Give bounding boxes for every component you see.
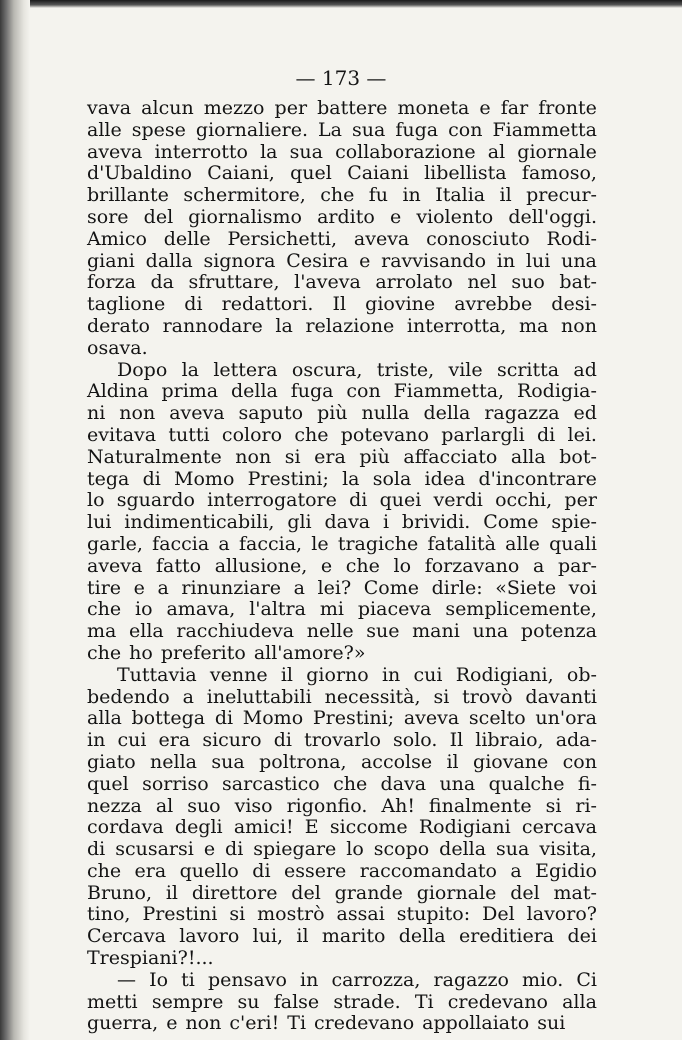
text-line: Aldina prima della fuga con Fiammetta, Rodigia- xyxy=(87,380,597,403)
text-line: aveva interrotto la sua collaborazione al giornale xyxy=(87,140,597,163)
page-number: — 173 — xyxy=(295,66,387,90)
text-line: metti sempre su false strade. Ti credevano alla xyxy=(87,990,597,1013)
paragraph xyxy=(87,665,597,970)
text-line: evitava tutti coloro che potevano parlargli di lei. xyxy=(87,423,597,446)
text-line: osava. xyxy=(87,336,148,359)
text-line: cordava degli amici! E siccome Rodigiani cercava xyxy=(87,816,597,839)
text-line: Cercava lavoro lui, il marito della ereditiera dei xyxy=(87,925,597,948)
text-line: taglione di redattori. Il giovine avrebbe desi- xyxy=(87,293,597,316)
text-line: garle, faccia a faccia, le tragiche fatalità alle quali xyxy=(87,532,597,555)
text-line: Tuttavia venne il giorno in cui Rodigiani, ob- xyxy=(117,663,597,686)
text-line: lo sguardo interrogatore di quei verdi occhi, per xyxy=(87,489,597,512)
paragraph xyxy=(87,970,597,1035)
text-line: tega di Momo Prestini; la sola idea d'incontrare xyxy=(87,467,597,490)
text-line: tire e a rinunziare a lei? Come dirle: «Siete voi xyxy=(87,576,597,599)
text-line: guerra, e non c'eri! Ti credevano appollaiato sui xyxy=(87,1012,566,1035)
text-line: quel sorriso sarcastico che dava una qualche fi- xyxy=(87,772,597,795)
text-line: in cui era sicuro di trovarlo solo. Il libraio, ada- xyxy=(87,729,597,752)
text-line: giato nella sua poltrona, accolse il giovane con xyxy=(87,750,597,773)
text-line: nezza al suo viso rigonfio. Ah! finalmente si ri- xyxy=(87,794,597,817)
scan-top-edge xyxy=(0,0,682,8)
text-line: sore del giornalismo ardito e violento dell'oggi. xyxy=(87,205,597,228)
text-line: Amico delle Persichetti, aveva conosciuto Rodi- xyxy=(87,227,597,250)
text-line: giani dalla signora Cesira e ravvisando in lui una xyxy=(87,249,597,272)
body-text xyxy=(87,98,597,1035)
text-line: alla bottega di Momo Prestini; aveva scelto un'ora xyxy=(87,707,597,730)
text-line: Naturalmente non si era più affacciato alla bot- xyxy=(87,445,597,468)
text-line: che era quello di essere raccomandato a Egidio xyxy=(87,859,597,882)
paragraph xyxy=(87,360,597,665)
paragraph xyxy=(87,98,597,360)
text-line: ni non aveva saputo più nulla della ragazza ed xyxy=(87,402,597,425)
text-line: — Io ti pensavo in carrozza, ragazzo mio. Ci xyxy=(117,968,597,991)
text-line: Bruno, il direttore del grande giornale del mat- xyxy=(87,881,597,904)
text-line: aveva fatto allusione, e che lo forzavano a par- xyxy=(87,554,597,577)
text-line: tino, Prestini si mostrò assai stupito: Del lavoro? xyxy=(87,903,597,926)
text-line: alle spese giornaliere. La sua fuga con Fiammetta xyxy=(87,118,597,141)
text-line: d'Ubaldino Caiani, quel Caiani libellista famoso, xyxy=(87,162,597,185)
text-line: Trespiani?!... xyxy=(87,947,214,970)
text-line: vava alcun mezzo per battere moneta e far fronte xyxy=(87,97,597,119)
text-line: che io amava, l'altra mi piaceva semplicemente, xyxy=(87,598,597,621)
text-line: ma ella racchiudeva nelle sue mani una potenza xyxy=(87,620,597,643)
text-line: brillante schermitore, che fu in Italia il precur- xyxy=(87,184,597,207)
text-line: forza da sfruttare, l'aveva arrolato nel suo bat- xyxy=(87,271,597,294)
text-line: Dopo la lettera oscura, triste, vile scritta ad xyxy=(117,358,597,381)
book-spine-shadow xyxy=(0,0,30,1040)
text-line: bedendo a ineluttabili necessità, si trovò davanti xyxy=(87,685,597,708)
text-line: lui indimenticabili, gli dava i brividi. Come spie- xyxy=(87,511,597,534)
text-line: derato rannodare la relazione interrotta, ma non xyxy=(87,314,597,337)
text-line: che ho preferito all'amore?» xyxy=(87,641,366,664)
text-line: di scusarsi e di spiegare lo scopo della sua visita, xyxy=(87,838,597,861)
